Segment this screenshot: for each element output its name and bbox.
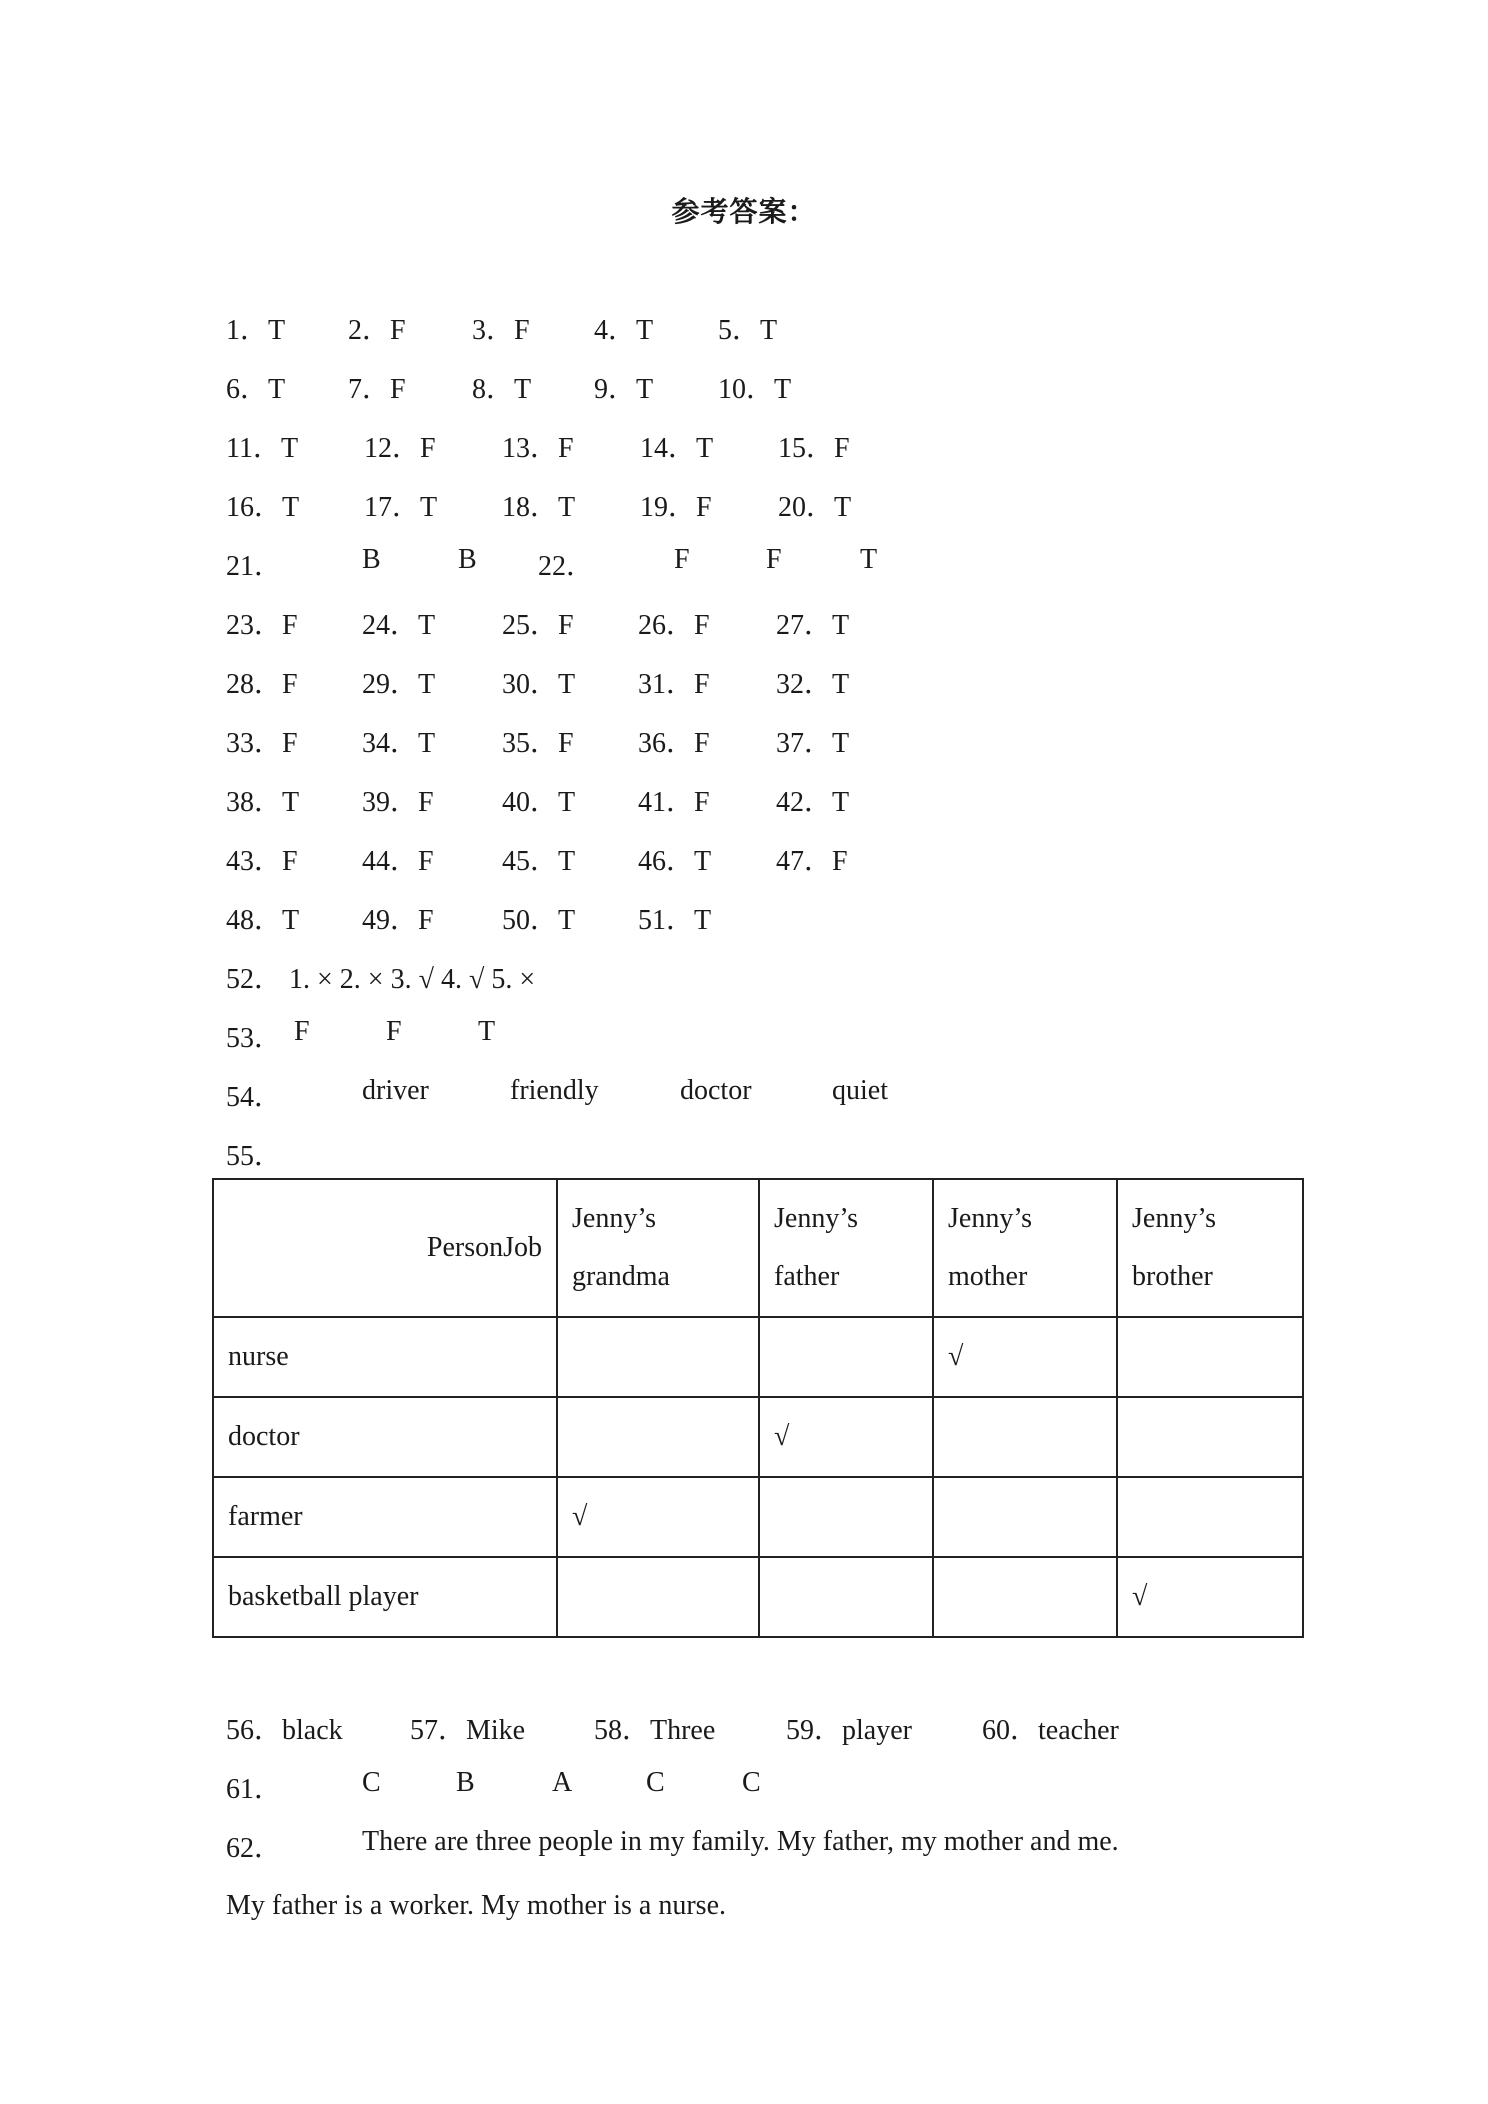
answer-item: 11．T [226, 433, 299, 464]
answer-item: B [362, 544, 381, 575]
answer-item: 18．T [502, 492, 576, 523]
table-row [213, 1397, 1303, 1477]
answer-item: 30．T [502, 669, 576, 700]
answer-item: 22． [538, 551, 595, 582]
job-label: basketball player [213, 1557, 557, 1637]
answer-item: 42．T [776, 787, 850, 818]
answer-item: 60．teacher [982, 1715, 1119, 1746]
answer-item: 41．F [638, 787, 710, 818]
answer-item: T [860, 544, 878, 575]
answer-item: 47．F [776, 846, 848, 877]
answer-item: C [362, 1767, 381, 1798]
answer-item: T [478, 1016, 496, 1047]
table-header-row [213, 1179, 1303, 1317]
answer-item: 56．black [226, 1715, 343, 1746]
table-cell [759, 1477, 933, 1557]
answer-item: 2．F [348, 315, 406, 346]
answer-item: 36．F [638, 728, 710, 759]
essay-text: There are three people in my family. My father, my mother and me. [362, 1826, 1119, 1857]
answer-item: 17．T [364, 492, 438, 523]
table-cell [933, 1397, 1117, 1477]
answer-item: 15．F [778, 433, 850, 464]
table-cell [933, 1557, 1117, 1637]
table-cell [557, 1557, 759, 1637]
answer-item: 29．T [362, 669, 436, 700]
family-job-table [212, 1178, 1304, 1638]
answer-item: driver [362, 1075, 429, 1106]
answer-item: C [646, 1767, 665, 1798]
answer-item: 23．F [226, 610, 298, 641]
answer-item: 19．F [640, 492, 712, 523]
answer-item: 51．T [638, 905, 712, 936]
answer-item: 28．F [226, 669, 298, 700]
answer-item: 6．T [226, 374, 286, 405]
answer-item: 50．T [502, 905, 576, 936]
answer-item: 39．F [362, 787, 434, 818]
header-grandma: Jenny’s grandma [557, 1179, 759, 1317]
table-cell [933, 1477, 1117, 1557]
table-cell: √ [557, 1477, 759, 1557]
table-row [213, 1317, 1303, 1397]
table-row [213, 1477, 1303, 1557]
job-label: doctor [213, 1397, 557, 1477]
answer-item: 49．F [362, 905, 434, 936]
answer-item: 1．T [226, 315, 286, 346]
answer-item: 9．T [594, 374, 654, 405]
answer-item: 13．F [502, 433, 574, 464]
answer-item: 14．T [640, 433, 714, 464]
answer-item: 53． [226, 1023, 283, 1054]
table-cell: √ [1117, 1557, 1303, 1637]
answer-item: 46．T [638, 846, 712, 877]
answer-item: quiet [832, 1075, 888, 1106]
answer-item: 27．T [776, 610, 850, 641]
answer-item: 37．T [776, 728, 850, 759]
answer-item: F [766, 544, 782, 575]
answer-item: B [458, 544, 477, 575]
table-cell [1117, 1397, 1303, 1477]
answer-item: F [386, 1016, 402, 1047]
header-mother: Jenny’s mother [933, 1179, 1117, 1317]
answer-item: 25．F [502, 610, 574, 641]
table-cell [759, 1557, 933, 1637]
answer-item: 32．T [776, 669, 850, 700]
job-label: nurse [213, 1317, 557, 1397]
answer-item: 21． [226, 551, 283, 582]
table-cell [557, 1397, 759, 1477]
answer-item: 20．T [778, 492, 852, 523]
answer-item: 31．F [638, 669, 710, 700]
table-cell [759, 1317, 933, 1397]
table-cell [1117, 1477, 1303, 1557]
answer-item: 3．F [472, 315, 530, 346]
answer-item: 7．F [348, 374, 406, 405]
answer-item: B [456, 1767, 475, 1798]
answer-item: 40．T [502, 787, 576, 818]
answer-item: 58．Three [594, 1715, 716, 1746]
essay-continuation: My father is a worker. My mother is a nurse. [226, 1890, 726, 1921]
answer-item: 38．T [226, 787, 300, 818]
answer-item: C [742, 1767, 761, 1798]
answer-item: 10．T [718, 374, 792, 405]
page-title: 参考答案： [671, 195, 817, 228]
header-brother: Jenny’s brother [1117, 1179, 1303, 1317]
table-cell: √ [759, 1397, 933, 1477]
answer-item: 12．F [364, 433, 436, 464]
answer-item: 33．F [226, 728, 298, 759]
answer-item: 43．F [226, 846, 298, 877]
answer-item: friendly [510, 1075, 599, 1106]
answer-item: 62． [226, 1833, 283, 1864]
job-label: farmer [213, 1477, 557, 1557]
answer-item: 52． 1. × 2. × 3. √ 4. √ 5. × [226, 964, 536, 995]
answer-item: 59．player [786, 1715, 912, 1746]
answer-item: 45．T [502, 846, 576, 877]
answer-item: doctor [680, 1075, 752, 1106]
answer-item: 16．T [226, 492, 300, 523]
answer-item: 35．F [502, 728, 574, 759]
answer-item: A [552, 1767, 573, 1798]
table-cell: √ [933, 1317, 1117, 1397]
answer-item: F [294, 1016, 310, 1047]
answer-item: 54． [226, 1082, 283, 1113]
table-cell [557, 1317, 759, 1397]
answer-item: 8．T [472, 374, 532, 405]
header-father: Jenny’s father [759, 1179, 933, 1317]
answer-item: 57．Mike [410, 1715, 526, 1746]
table-cell [1117, 1317, 1303, 1397]
answer-item: 26．F [638, 610, 710, 641]
corner-header: PersonJob [213, 1179, 557, 1317]
answer-item: F [674, 544, 690, 575]
answer-item: 24．T [362, 610, 436, 641]
answer-item: 44．F [362, 846, 434, 877]
answer-item: 5．T [718, 315, 778, 346]
answer-item: 4．T [594, 315, 654, 346]
answer-item: 55． [226, 1141, 283, 1172]
answer-item: 61． [226, 1774, 283, 1805]
answer-item: 48．T [226, 905, 300, 936]
answer-item: 34．T [362, 728, 436, 759]
table-row [213, 1557, 1303, 1637]
